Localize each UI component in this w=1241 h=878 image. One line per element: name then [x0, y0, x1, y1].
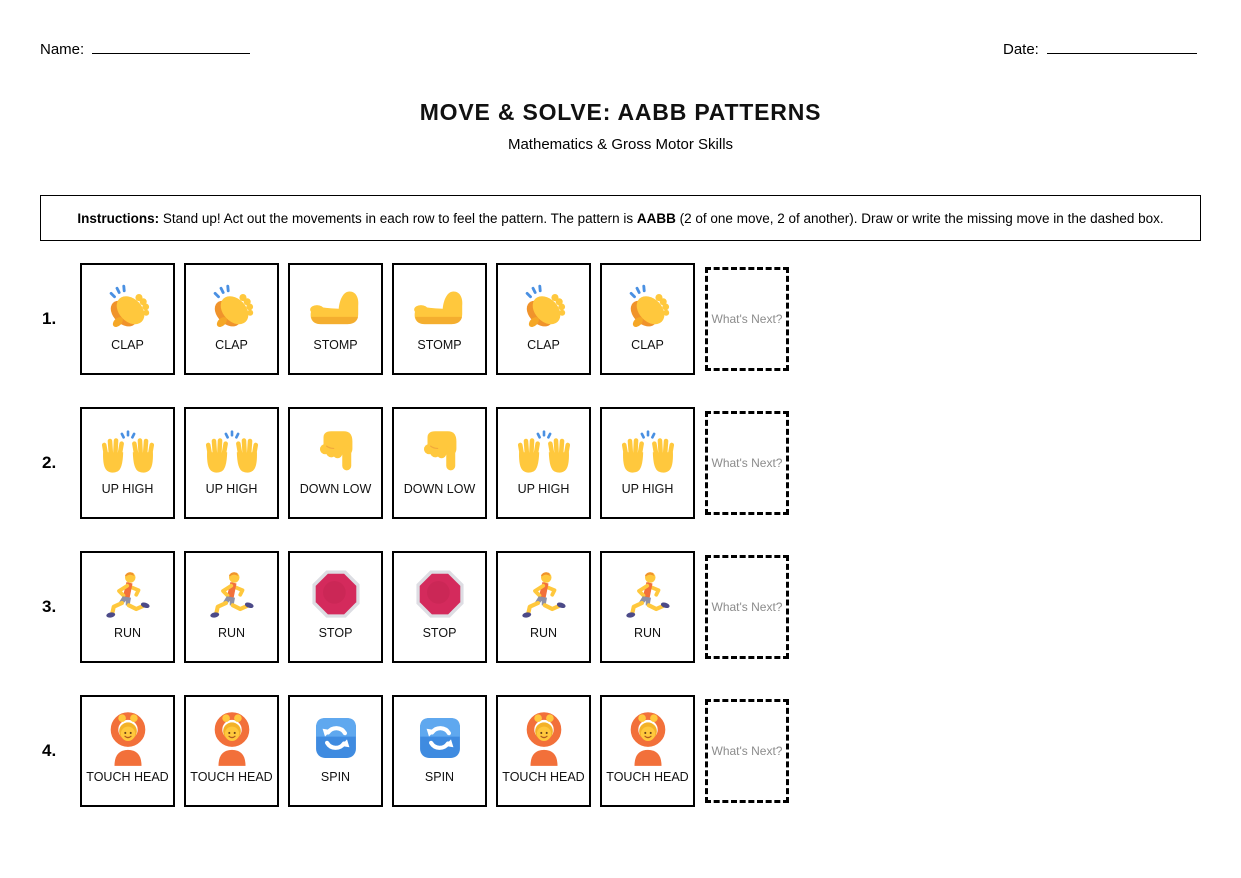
- cell-label: CLAP: [527, 338, 560, 352]
- row-cells: [80, 695, 704, 807]
- movement-cell: [392, 695, 487, 807]
- row-number: 4.: [42, 741, 57, 760]
- cell-icon-slot: [101, 710, 155, 766]
- cell-label: RUN: [529, 626, 558, 640]
- up-high-icon: [620, 426, 676, 475]
- cell-label: UP HIGH: [517, 482, 570, 496]
- answer-box-label: What's Next?: [711, 456, 783, 470]
- cell-label: CLAP: [111, 338, 144, 352]
- run-icon: [624, 570, 672, 618]
- cell-icon-slot: [516, 422, 572, 478]
- instructions-text-2: (2 of one move, 2 of another). Draw or write the missing move in the dashed box.: [675, 210, 1164, 226]
- cell-icon-slot: [314, 710, 358, 766]
- instructions-pattern-word: AABB: [636, 210, 676, 226]
- movement-cell: [80, 263, 175, 375]
- row-number: 3.: [42, 597, 57, 616]
- date-line[interactable]: [1047, 40, 1197, 54]
- movement-cell: [288, 551, 383, 663]
- cell-label: RUN: [113, 626, 142, 640]
- cell-icon-slot: [208, 566, 256, 622]
- touch-head-icon: [517, 710, 571, 766]
- cell-icon-slot: [314, 422, 358, 478]
- row-cells: [80, 407, 704, 519]
- instructions-text-1: Stand up! Act out the movements in each row to feel the pattern. The pattern is: [159, 210, 637, 226]
- cell-icon-slot: [520, 566, 568, 622]
- cell-label: TOUCH HEAD: [190, 770, 273, 784]
- cell-icon-slot: [621, 278, 675, 334]
- cell-icon-slot: [621, 710, 675, 766]
- run-icon: [104, 570, 152, 618]
- answer-box[interactable]: [705, 267, 789, 371]
- name-field: [40, 40, 250, 58]
- cell-icon-slot: [204, 422, 260, 478]
- cell-label: DOWN LOW: [299, 482, 372, 496]
- answer-box[interactable]: [705, 699, 789, 803]
- cell-label: CLAP: [215, 338, 248, 352]
- cell-label: TOUCH HEAD: [86, 770, 169, 784]
- row-number: 1.: [42, 309, 57, 328]
- movement-cell: [496, 695, 591, 807]
- movement-cell: [288, 695, 383, 807]
- cell-icon-slot: [414, 566, 466, 622]
- name-label: Name:: [40, 41, 85, 58]
- answer-box-label: What's Next?: [711, 600, 783, 614]
- up-high-icon: [204, 426, 260, 475]
- movement-cell: [184, 263, 279, 375]
- movement-cell: [184, 407, 279, 519]
- stop-icon: [414, 568, 466, 620]
- movement-cell: [392, 263, 487, 375]
- cell-label: SPIN: [424, 770, 455, 784]
- spin-icon: [418, 716, 462, 760]
- touch-head-icon: [621, 710, 675, 766]
- down-low-icon: [418, 425, 462, 475]
- date-label: Date:: [1003, 41, 1039, 58]
- cell-label: CLAP: [631, 338, 664, 352]
- movement-cell: [600, 695, 695, 807]
- pattern-rows: [40, 263, 789, 839]
- cell-label: SPIN: [320, 770, 351, 784]
- row-cells: [80, 551, 704, 663]
- run-icon: [520, 570, 568, 618]
- cell-label: STOP: [318, 626, 353, 640]
- pattern-row: [40, 263, 789, 375]
- answer-box[interactable]: [705, 555, 789, 659]
- cell-label: RUN: [217, 626, 246, 640]
- movement-cell: [80, 695, 175, 807]
- movement-cell: [392, 407, 487, 519]
- clap-icon: [517, 279, 571, 333]
- movement-cell: [184, 695, 279, 807]
- cell-label: RUN: [633, 626, 662, 640]
- cell-label: STOP: [422, 626, 457, 640]
- run-icon: [208, 570, 256, 618]
- answer-box-label: What's Next?: [711, 312, 783, 326]
- pattern-row: [40, 407, 789, 519]
- cell-label: UP HIGH: [205, 482, 258, 496]
- touch-head-icon: [205, 710, 259, 766]
- pattern-row: [40, 695, 789, 807]
- cell-icon-slot: [100, 422, 156, 478]
- answer-box[interactable]: [705, 411, 789, 515]
- spin-icon: [314, 716, 358, 760]
- touch-head-icon: [101, 710, 155, 766]
- row-cells: [80, 263, 704, 375]
- clap-icon: [101, 279, 155, 333]
- down-low-icon: [314, 425, 358, 475]
- movement-cell: [80, 407, 175, 519]
- cell-icon-slot: [104, 566, 152, 622]
- cell-icon-slot: [411, 278, 469, 334]
- date-field: [1003, 40, 1197, 58]
- cell-icon-slot: [310, 566, 362, 622]
- row-number: 2.: [42, 453, 57, 472]
- cell-icon-slot: [101, 278, 155, 334]
- stomp-icon: [411, 284, 469, 328]
- cell-icon-slot: [517, 278, 571, 334]
- cell-icon-slot: [307, 278, 365, 334]
- cell-icon-slot: [620, 422, 676, 478]
- cell-label: TOUCH HEAD: [502, 770, 585, 784]
- movement-cell: [184, 551, 279, 663]
- pattern-row: [40, 551, 789, 663]
- up-high-icon: [100, 426, 156, 475]
- cell-icon-slot: [418, 710, 462, 766]
- movement-cell: [496, 407, 591, 519]
- page-title: MOVE & SOLVE: AABB PATTERNS: [419, 99, 822, 125]
- stomp-icon: [307, 284, 365, 328]
- cell-icon-slot: [517, 710, 571, 766]
- cell-icon-slot: [205, 710, 259, 766]
- movement-cell: [80, 551, 175, 663]
- instructions-label: Instructions:: [77, 210, 160, 226]
- stop-icon: [310, 568, 362, 620]
- cell-label: TOUCH HEAD: [606, 770, 689, 784]
- up-high-icon: [516, 426, 572, 475]
- movement-cell: [496, 551, 591, 663]
- cell-label: STOMP: [417, 338, 462, 352]
- movement-cell: [600, 263, 695, 375]
- instructions-box: [40, 195, 1201, 241]
- movement-cell: [288, 407, 383, 519]
- page-subtitle: Mathematics & Gross Motor Skills: [507, 136, 734, 153]
- clap-icon: [621, 279, 675, 333]
- movement-cell: [600, 407, 695, 519]
- answer-box-label: What's Next?: [711, 744, 783, 758]
- movement-cell: [288, 263, 383, 375]
- movement-cell: [496, 263, 591, 375]
- cell-label: STOMP: [313, 338, 358, 352]
- movement-cell: [600, 551, 695, 663]
- cell-icon-slot: [418, 422, 462, 478]
- cell-label: UP HIGH: [101, 482, 154, 496]
- cell-label: DOWN LOW: [403, 482, 476, 496]
- cell-icon-slot: [624, 566, 672, 622]
- cell-label: UP HIGH: [621, 482, 674, 496]
- clap-icon: [205, 279, 259, 333]
- movement-cell: [392, 551, 487, 663]
- name-line[interactable]: [92, 40, 250, 54]
- cell-icon-slot: [205, 278, 259, 334]
